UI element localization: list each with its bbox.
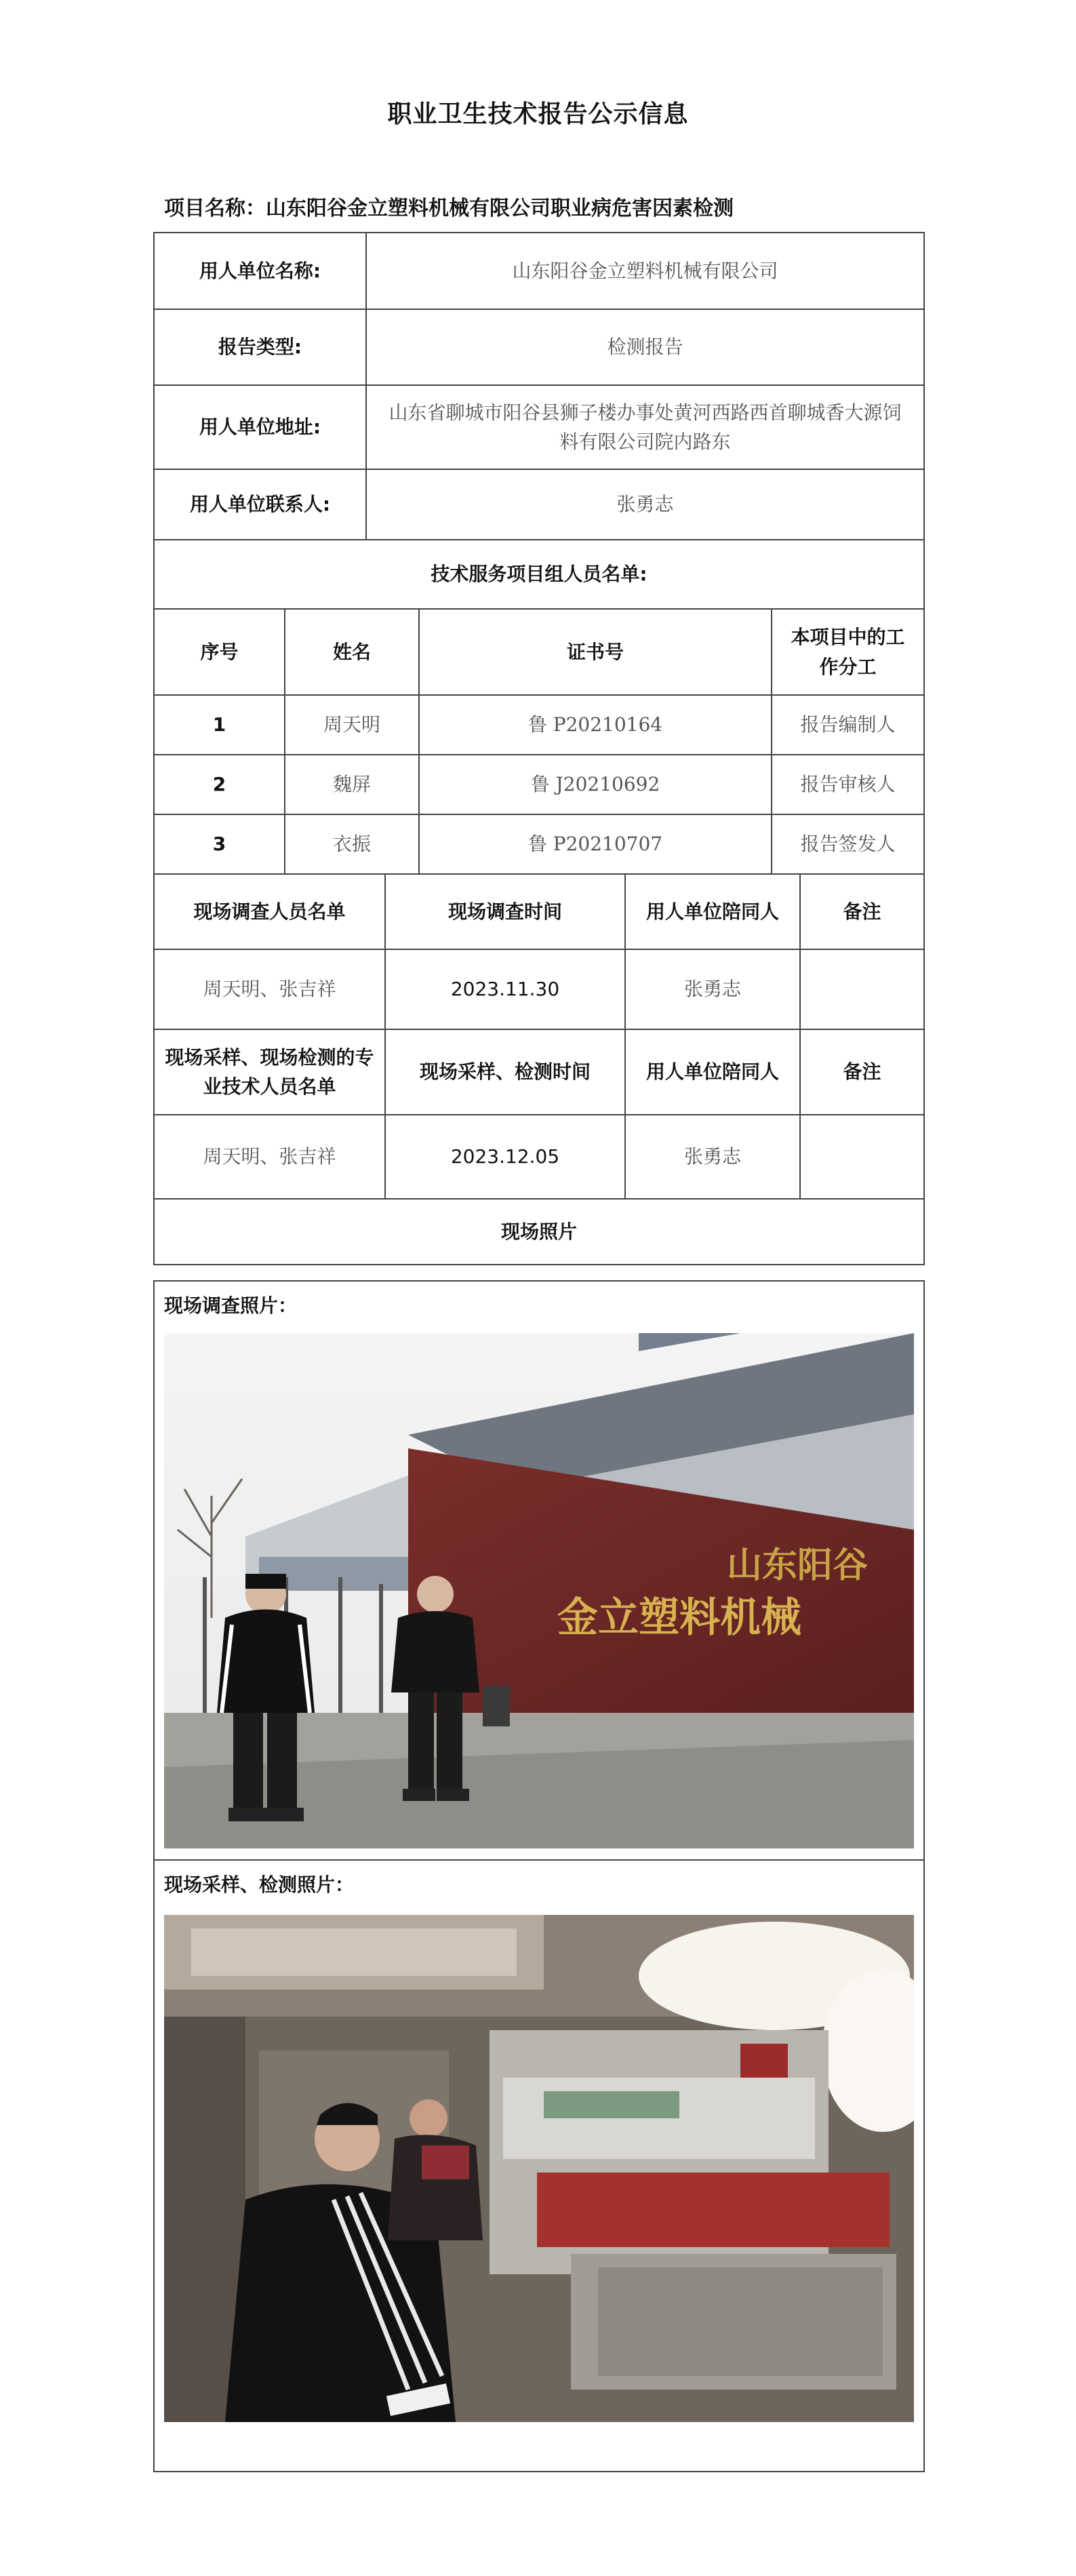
team-row-no: 2 — [155, 755, 285, 814]
survey-col-time: 现场调查时间 — [385, 875, 625, 949]
sampling-col-staff: 现场采样、现场检测的专业技术人员名单 — [155, 1029, 385, 1115]
team-row-name: 周天明 — [285, 695, 419, 755]
sampling-header-row — [155, 1029, 923, 1115]
team-col-cert: 证书号 — [419, 610, 772, 695]
survey-col-escort: 用人单位陪同人 — [625, 875, 800, 949]
document-title: 职业卫生技术报告公示信息 — [387, 100, 689, 128]
sampling-photo-image — [164, 1915, 914, 2422]
team-col-no: 序号 — [155, 610, 285, 695]
survey-photo-label: 现场调查照片： — [164, 1294, 298, 1317]
team-row-no: 1 — [155, 695, 285, 755]
basic-info-table — [155, 233, 923, 610]
survey-row — [155, 949, 923, 1029]
survey-staff: 周天明、张吉祥 — [155, 949, 385, 1029]
sampling-col-time: 现场采样、检测时间 — [385, 1029, 625, 1115]
report-type-label: 报告类型: — [155, 309, 366, 385]
sampling-photo — [164, 1915, 914, 2422]
team-row-cert: 鲁 J20210692 — [419, 755, 772, 814]
sampling-photo-label: 现场采样、检测照片： — [164, 1874, 355, 1896]
field-work-table — [155, 875, 923, 1264]
project-name: 山东阳谷金立塑料机械有限公司职业病危害因素检测 — [266, 197, 734, 220]
project-line — [164, 191, 734, 221]
survey-col-note: 备注 — [800, 875, 923, 949]
team-row-name: 魏屏 — [285, 755, 419, 814]
employer-label: 用人单位名称: — [155, 233, 366, 309]
survey-header-row — [155, 875, 923, 949]
team-row-role: 报告签发人 — [772, 814, 923, 874]
team-table — [155, 610, 923, 875]
project-label: 项目名称： — [164, 197, 266, 220]
sign-line2: 金立塑料机械 — [557, 1594, 801, 1642]
sampling-col-note: 备注 — [800, 1029, 923, 1115]
survey-escort: 张勇志 — [625, 949, 800, 1029]
sampling-col-escort: 用人单位陪同人 — [625, 1029, 800, 1115]
survey-photo-section — [153, 1280, 925, 1861]
contact-label: 用人单位联系人: — [155, 469, 366, 540]
report-info-table — [153, 232, 925, 1265]
team-row-role: 报告审核人 — [772, 755, 923, 814]
team-row-role: 报告编制人 — [772, 695, 923, 755]
sampling-date: 2023.12.05 — [385, 1115, 625, 1199]
survey-note — [800, 949, 923, 1029]
sampling-row — [155, 1115, 923, 1199]
team-col-name: 姓名 — [285, 610, 419, 695]
team-heading: 技术服务项目组人员名单: — [155, 540, 923, 609]
sampling-note — [800, 1115, 923, 1199]
report-type-row — [155, 309, 923, 385]
contact-value: 张勇志 — [366, 469, 923, 540]
survey-col-staff: 现场调查人员名单 — [155, 875, 385, 949]
table-row — [155, 755, 923, 814]
team-row-cert: 鲁 P20210707 — [419, 814, 772, 874]
sampling-escort: 张勇志 — [625, 1115, 800, 1199]
table-row — [155, 695, 923, 755]
team-row-no: 3 — [155, 814, 285, 874]
address-label: 用人单位地址: — [155, 385, 366, 469]
survey-photo-image — [164, 1333, 914, 1848]
contact-row — [155, 469, 923, 540]
team-heading-row — [155, 540, 923, 609]
photos-heading-row — [155, 1199, 923, 1264]
team-col-role: 本项目中的工作分工 — [772, 610, 923, 695]
sampling-photo-section — [153, 1859, 925, 2472]
team-row-name: 衣振 — [285, 814, 419, 874]
survey-photo — [164, 1333, 914, 1848]
survey-date: 2023.11.30 — [385, 949, 625, 1029]
photos-heading: 现场照片 — [155, 1199, 923, 1264]
sampling-staff: 周天明、张吉祥 — [155, 1115, 385, 1199]
report-type-value: 检测报告 — [366, 309, 923, 385]
employer-value: 山东阳谷金立塑料机械有限公司 — [366, 233, 923, 309]
address-row — [155, 385, 923, 469]
table-row — [155, 814, 923, 874]
sign-line1: 山东阳谷 — [727, 1545, 869, 1586]
team-header-row — [155, 610, 923, 695]
team-row-cert: 鲁 P20210164 — [419, 695, 772, 755]
address-value: 山东省聊城市阳谷县狮子楼办事处黄河西路西首聊城香大源饲料有限公司院内路东 — [366, 385, 923, 469]
employer-row — [155, 233, 923, 309]
